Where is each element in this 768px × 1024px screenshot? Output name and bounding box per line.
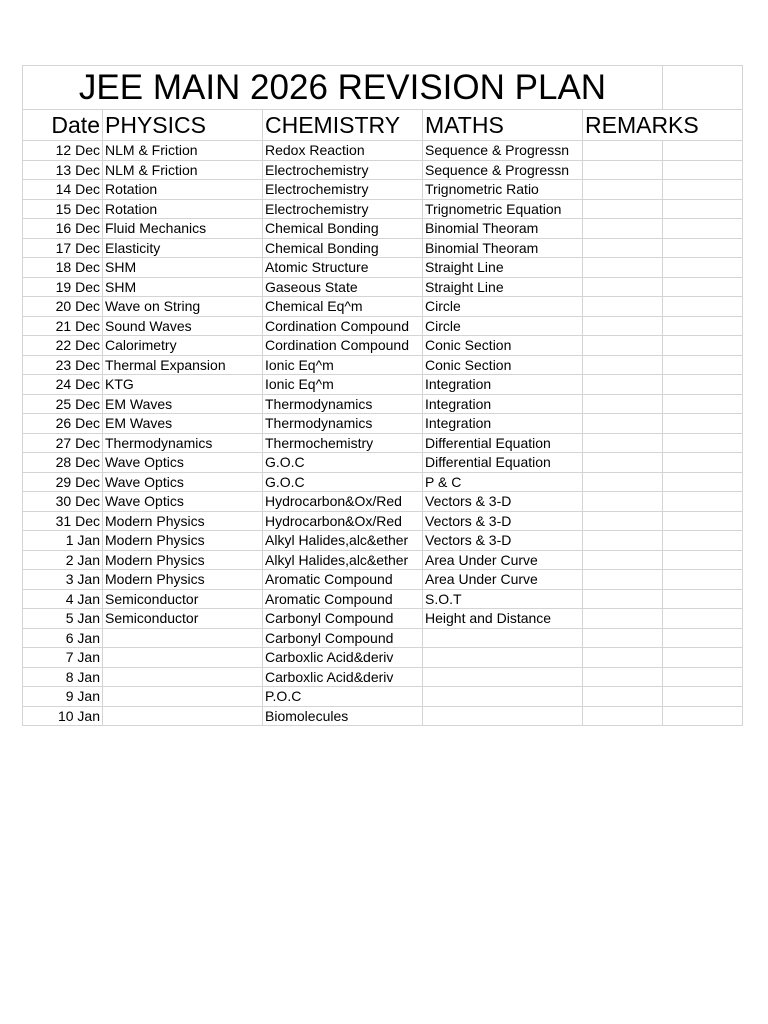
remarks-cell — [583, 589, 663, 609]
header-row — [23, 110, 743, 141]
maths-cell: Differential Equation — [423, 453, 583, 473]
table-row — [23, 706, 743, 726]
remarks-cell — [583, 316, 663, 336]
table-row — [23, 648, 743, 668]
date-cell: 21 Dec — [23, 316, 103, 336]
table-row — [23, 628, 743, 648]
chemistry-cell: Alkyl Halides,alc&ether — [263, 531, 423, 551]
table-row — [23, 219, 743, 239]
remarks-cell — [663, 531, 743, 551]
maths-cell: Trignometric Equation — [423, 199, 583, 219]
date-cell: 18 Dec — [23, 258, 103, 278]
remarks-cell — [663, 238, 743, 258]
chemistry-cell: Atomic Structure — [263, 258, 423, 278]
maths-cell: Integration — [423, 375, 583, 395]
remarks-cell — [583, 667, 663, 687]
remarks-cell — [663, 492, 743, 512]
maths-cell: Height and Distance — [423, 609, 583, 629]
table-row — [23, 511, 743, 531]
maths-cell: Circle — [423, 297, 583, 317]
table-row — [23, 199, 743, 219]
table-row — [23, 472, 743, 492]
maths-cell: Conic Section — [423, 355, 583, 375]
physics-cell: NLM & Friction — [103, 160, 263, 180]
date-cell: 7 Jan — [23, 648, 103, 668]
header-chemistry: CHEMISTRY — [263, 110, 423, 141]
chemistry-cell: Electrochemistry — [263, 180, 423, 200]
remarks-cell — [663, 570, 743, 590]
table-row — [23, 414, 743, 434]
physics-cell — [103, 706, 263, 726]
remarks-cell — [663, 589, 743, 609]
table-row — [23, 180, 743, 200]
date-cell: 31 Dec — [23, 511, 103, 531]
remarks-cell — [583, 414, 663, 434]
date-cell: 16 Dec — [23, 219, 103, 239]
maths-cell — [423, 687, 583, 707]
remarks-cell — [583, 238, 663, 258]
physics-cell: Wave Optics — [103, 492, 263, 512]
table-row — [23, 433, 743, 453]
remarks-cell — [583, 687, 663, 707]
table-row — [23, 355, 743, 375]
maths-cell: Circle — [423, 316, 583, 336]
remarks-cell — [663, 258, 743, 278]
remarks-cell — [583, 531, 663, 551]
date-cell: 19 Dec — [23, 277, 103, 297]
remarks-cell — [663, 453, 743, 473]
maths-cell: Vectors & 3-D — [423, 531, 583, 551]
chemistry-cell: Cordination Compound — [263, 336, 423, 356]
physics-cell: Thermodynamics — [103, 433, 263, 453]
remarks-cell — [663, 706, 743, 726]
empty-cell — [663, 66, 743, 110]
chemistry-cell: Hydrocarbon&Ox/Red — [263, 511, 423, 531]
remarks-cell — [583, 394, 663, 414]
physics-cell: SHM — [103, 258, 263, 278]
physics-cell — [103, 687, 263, 707]
maths-cell: Sequence & Progressn — [423, 141, 583, 161]
chemistry-cell: Aromatic Compound — [263, 570, 423, 590]
chemistry-cell: G.O.C — [263, 472, 423, 492]
remarks-cell — [663, 394, 743, 414]
date-cell: 20 Dec — [23, 297, 103, 317]
table-row — [23, 687, 743, 707]
chemistry-cell: Electrochemistry — [263, 160, 423, 180]
remarks-cell — [583, 706, 663, 726]
date-cell: 10 Jan — [23, 706, 103, 726]
remarks-cell — [583, 277, 663, 297]
remarks-cell — [663, 433, 743, 453]
chemistry-cell: Cordination Compound — [263, 316, 423, 336]
physics-cell: Elasticity — [103, 238, 263, 258]
maths-cell: Binomial Theoram — [423, 238, 583, 258]
date-cell: 28 Dec — [23, 453, 103, 473]
chemistry-cell: Biomolecules — [263, 706, 423, 726]
header-date: Date — [23, 110, 103, 141]
remarks-cell — [663, 141, 743, 161]
remarks-cell — [663, 219, 743, 239]
table-row — [23, 160, 743, 180]
remarks-cell — [663, 180, 743, 200]
remarks-cell — [583, 180, 663, 200]
chemistry-cell: Alkyl Halides,alc&ether — [263, 550, 423, 570]
date-cell: 15 Dec — [23, 199, 103, 219]
maths-cell — [423, 628, 583, 648]
table-row — [23, 258, 743, 278]
maths-cell: Straight Line — [423, 258, 583, 278]
physics-cell: Wave on String — [103, 297, 263, 317]
table-row — [23, 336, 743, 356]
date-cell: 27 Dec — [23, 433, 103, 453]
physics-cell: Modern Physics — [103, 531, 263, 551]
physics-cell: NLM & Friction — [103, 141, 263, 161]
physics-cell: Semiconductor — [103, 589, 263, 609]
header-physics: PHYSICS — [103, 110, 263, 141]
date-cell: 5 Jan — [23, 609, 103, 629]
physics-cell — [103, 628, 263, 648]
physics-cell: Rotation — [103, 199, 263, 219]
header-maths: MATHS — [423, 110, 583, 141]
remarks-cell — [663, 687, 743, 707]
remarks-cell — [663, 609, 743, 629]
table-row — [23, 531, 743, 551]
physics-cell: Calorimetry — [103, 336, 263, 356]
table-row — [23, 570, 743, 590]
table-row — [23, 589, 743, 609]
chemistry-cell: Gaseous State — [263, 277, 423, 297]
date-cell: 29 Dec — [23, 472, 103, 492]
table-row — [23, 297, 743, 317]
physics-cell: Wave Optics — [103, 472, 263, 492]
table-row — [23, 492, 743, 512]
physics-cell: KTG — [103, 375, 263, 395]
chemistry-cell: Thermodynamics — [263, 394, 423, 414]
remarks-cell — [583, 472, 663, 492]
maths-cell — [423, 667, 583, 687]
date-cell: 9 Jan — [23, 687, 103, 707]
date-cell: 12 Dec — [23, 141, 103, 161]
remarks-cell — [583, 492, 663, 512]
physics-cell: EM Waves — [103, 414, 263, 434]
remarks-cell — [663, 648, 743, 668]
maths-cell — [423, 648, 583, 668]
page-title: JEE MAIN 2026 REVISION PLAN — [23, 66, 663, 110]
remarks-cell — [663, 160, 743, 180]
remarks-cell — [583, 628, 663, 648]
remarks-cell — [663, 316, 743, 336]
chemistry-cell: Aromatic Compound — [263, 589, 423, 609]
maths-cell: Vectors & 3-D — [423, 511, 583, 531]
chemistry-cell: Ionic Eq^m — [263, 355, 423, 375]
date-cell: 1 Jan — [23, 531, 103, 551]
table-row — [23, 550, 743, 570]
table-row — [23, 141, 743, 161]
physics-cell: SHM — [103, 277, 263, 297]
date-cell: 6 Jan — [23, 628, 103, 648]
physics-cell: Sound Waves — [103, 316, 263, 336]
remarks-cell — [663, 199, 743, 219]
date-cell: 3 Jan — [23, 570, 103, 590]
date-cell: 23 Dec — [23, 355, 103, 375]
table-row — [23, 394, 743, 414]
remarks-cell — [583, 570, 663, 590]
physics-cell: Modern Physics — [103, 570, 263, 590]
maths-cell: Integration — [423, 394, 583, 414]
physics-cell: EM Waves — [103, 394, 263, 414]
header-remarks: REMARKS — [583, 110, 743, 141]
remarks-cell — [663, 355, 743, 375]
physics-cell: Thermal Expansion — [103, 355, 263, 375]
maths-cell: P & C — [423, 472, 583, 492]
remarks-cell — [663, 667, 743, 687]
maths-cell: Straight Line — [423, 277, 583, 297]
maths-cell: S.O.T — [423, 589, 583, 609]
table-row — [23, 453, 743, 473]
chemistry-cell: Thermochemistry — [263, 433, 423, 453]
remarks-cell — [583, 336, 663, 356]
date-cell: 24 Dec — [23, 375, 103, 395]
remarks-cell — [663, 511, 743, 531]
table-row — [23, 238, 743, 258]
table-row — [23, 667, 743, 687]
chemistry-cell: G.O.C — [263, 453, 423, 473]
physics-cell: Wave Optics — [103, 453, 263, 473]
physics-cell — [103, 648, 263, 668]
remarks-cell — [663, 472, 743, 492]
remarks-cell — [583, 141, 663, 161]
date-cell: 26 Dec — [23, 414, 103, 434]
remarks-cell — [583, 355, 663, 375]
maths-cell: Vectors & 3-D — [423, 492, 583, 512]
maths-cell: Conic Section — [423, 336, 583, 356]
physics-cell: Rotation — [103, 180, 263, 200]
remarks-cell — [663, 414, 743, 434]
maths-cell: Differential Equation — [423, 433, 583, 453]
remarks-cell — [583, 375, 663, 395]
chemistry-cell: Ionic Eq^m — [263, 375, 423, 395]
physics-cell: Fluid Mechanics — [103, 219, 263, 239]
maths-cell — [423, 706, 583, 726]
date-cell: 14 Dec — [23, 180, 103, 200]
table-row — [23, 609, 743, 629]
chemistry-cell: Chemical Eq^m — [263, 297, 423, 317]
remarks-cell — [583, 258, 663, 278]
table-row — [23, 375, 743, 395]
date-cell: 2 Jan — [23, 550, 103, 570]
physics-cell — [103, 667, 263, 687]
remarks-cell — [663, 375, 743, 395]
table-row — [23, 316, 743, 336]
remarks-cell — [663, 277, 743, 297]
chemistry-cell: Electrochemistry — [263, 199, 423, 219]
remarks-cell — [583, 199, 663, 219]
chemistry-cell: P.O.C — [263, 687, 423, 707]
remarks-cell — [663, 550, 743, 570]
remarks-cell — [663, 297, 743, 317]
date-cell: 13 Dec — [23, 160, 103, 180]
chemistry-cell: Carbonyl Compound — [263, 628, 423, 648]
remarks-cell — [583, 550, 663, 570]
maths-cell: Area Under Curve — [423, 570, 583, 590]
remarks-cell — [583, 511, 663, 531]
date-cell: 4 Jan — [23, 589, 103, 609]
date-cell: 25 Dec — [23, 394, 103, 414]
physics-cell: Semiconductor — [103, 609, 263, 629]
chemistry-cell: Hydrocarbon&Ox/Red — [263, 492, 423, 512]
chemistry-cell: Chemical Bonding — [263, 238, 423, 258]
chemistry-cell: Redox Reaction — [263, 141, 423, 161]
remarks-cell — [583, 453, 663, 473]
remarks-cell — [583, 648, 663, 668]
remarks-cell — [663, 336, 743, 356]
remarks-cell — [583, 219, 663, 239]
maths-cell: Binomial Theoram — [423, 219, 583, 239]
physics-cell: Modern Physics — [103, 550, 263, 570]
chemistry-cell: Carbonyl Compound — [263, 609, 423, 629]
date-cell: 30 Dec — [23, 492, 103, 512]
remarks-cell — [583, 160, 663, 180]
remarks-cell — [583, 433, 663, 453]
date-cell: 8 Jan — [23, 667, 103, 687]
date-cell: 17 Dec — [23, 238, 103, 258]
maths-cell: Trignometric Ratio — [423, 180, 583, 200]
chemistry-cell: Chemical Bonding — [263, 219, 423, 239]
chemistry-cell: Carboxlic Acid&deriv — [263, 648, 423, 668]
chemistry-cell: Carboxlic Acid&deriv — [263, 667, 423, 687]
title-row — [23, 66, 743, 110]
physics-cell: Modern Physics — [103, 511, 263, 531]
date-cell: 22 Dec — [23, 336, 103, 356]
revision-plan-table — [22, 65, 743, 726]
remarks-cell — [663, 628, 743, 648]
maths-cell: Integration — [423, 414, 583, 434]
chemistry-cell: Thermodynamics — [263, 414, 423, 434]
remarks-cell — [583, 297, 663, 317]
table-row — [23, 277, 743, 297]
maths-cell: Area Under Curve — [423, 550, 583, 570]
remarks-cell — [583, 609, 663, 629]
maths-cell: Sequence & Progressn — [423, 160, 583, 180]
